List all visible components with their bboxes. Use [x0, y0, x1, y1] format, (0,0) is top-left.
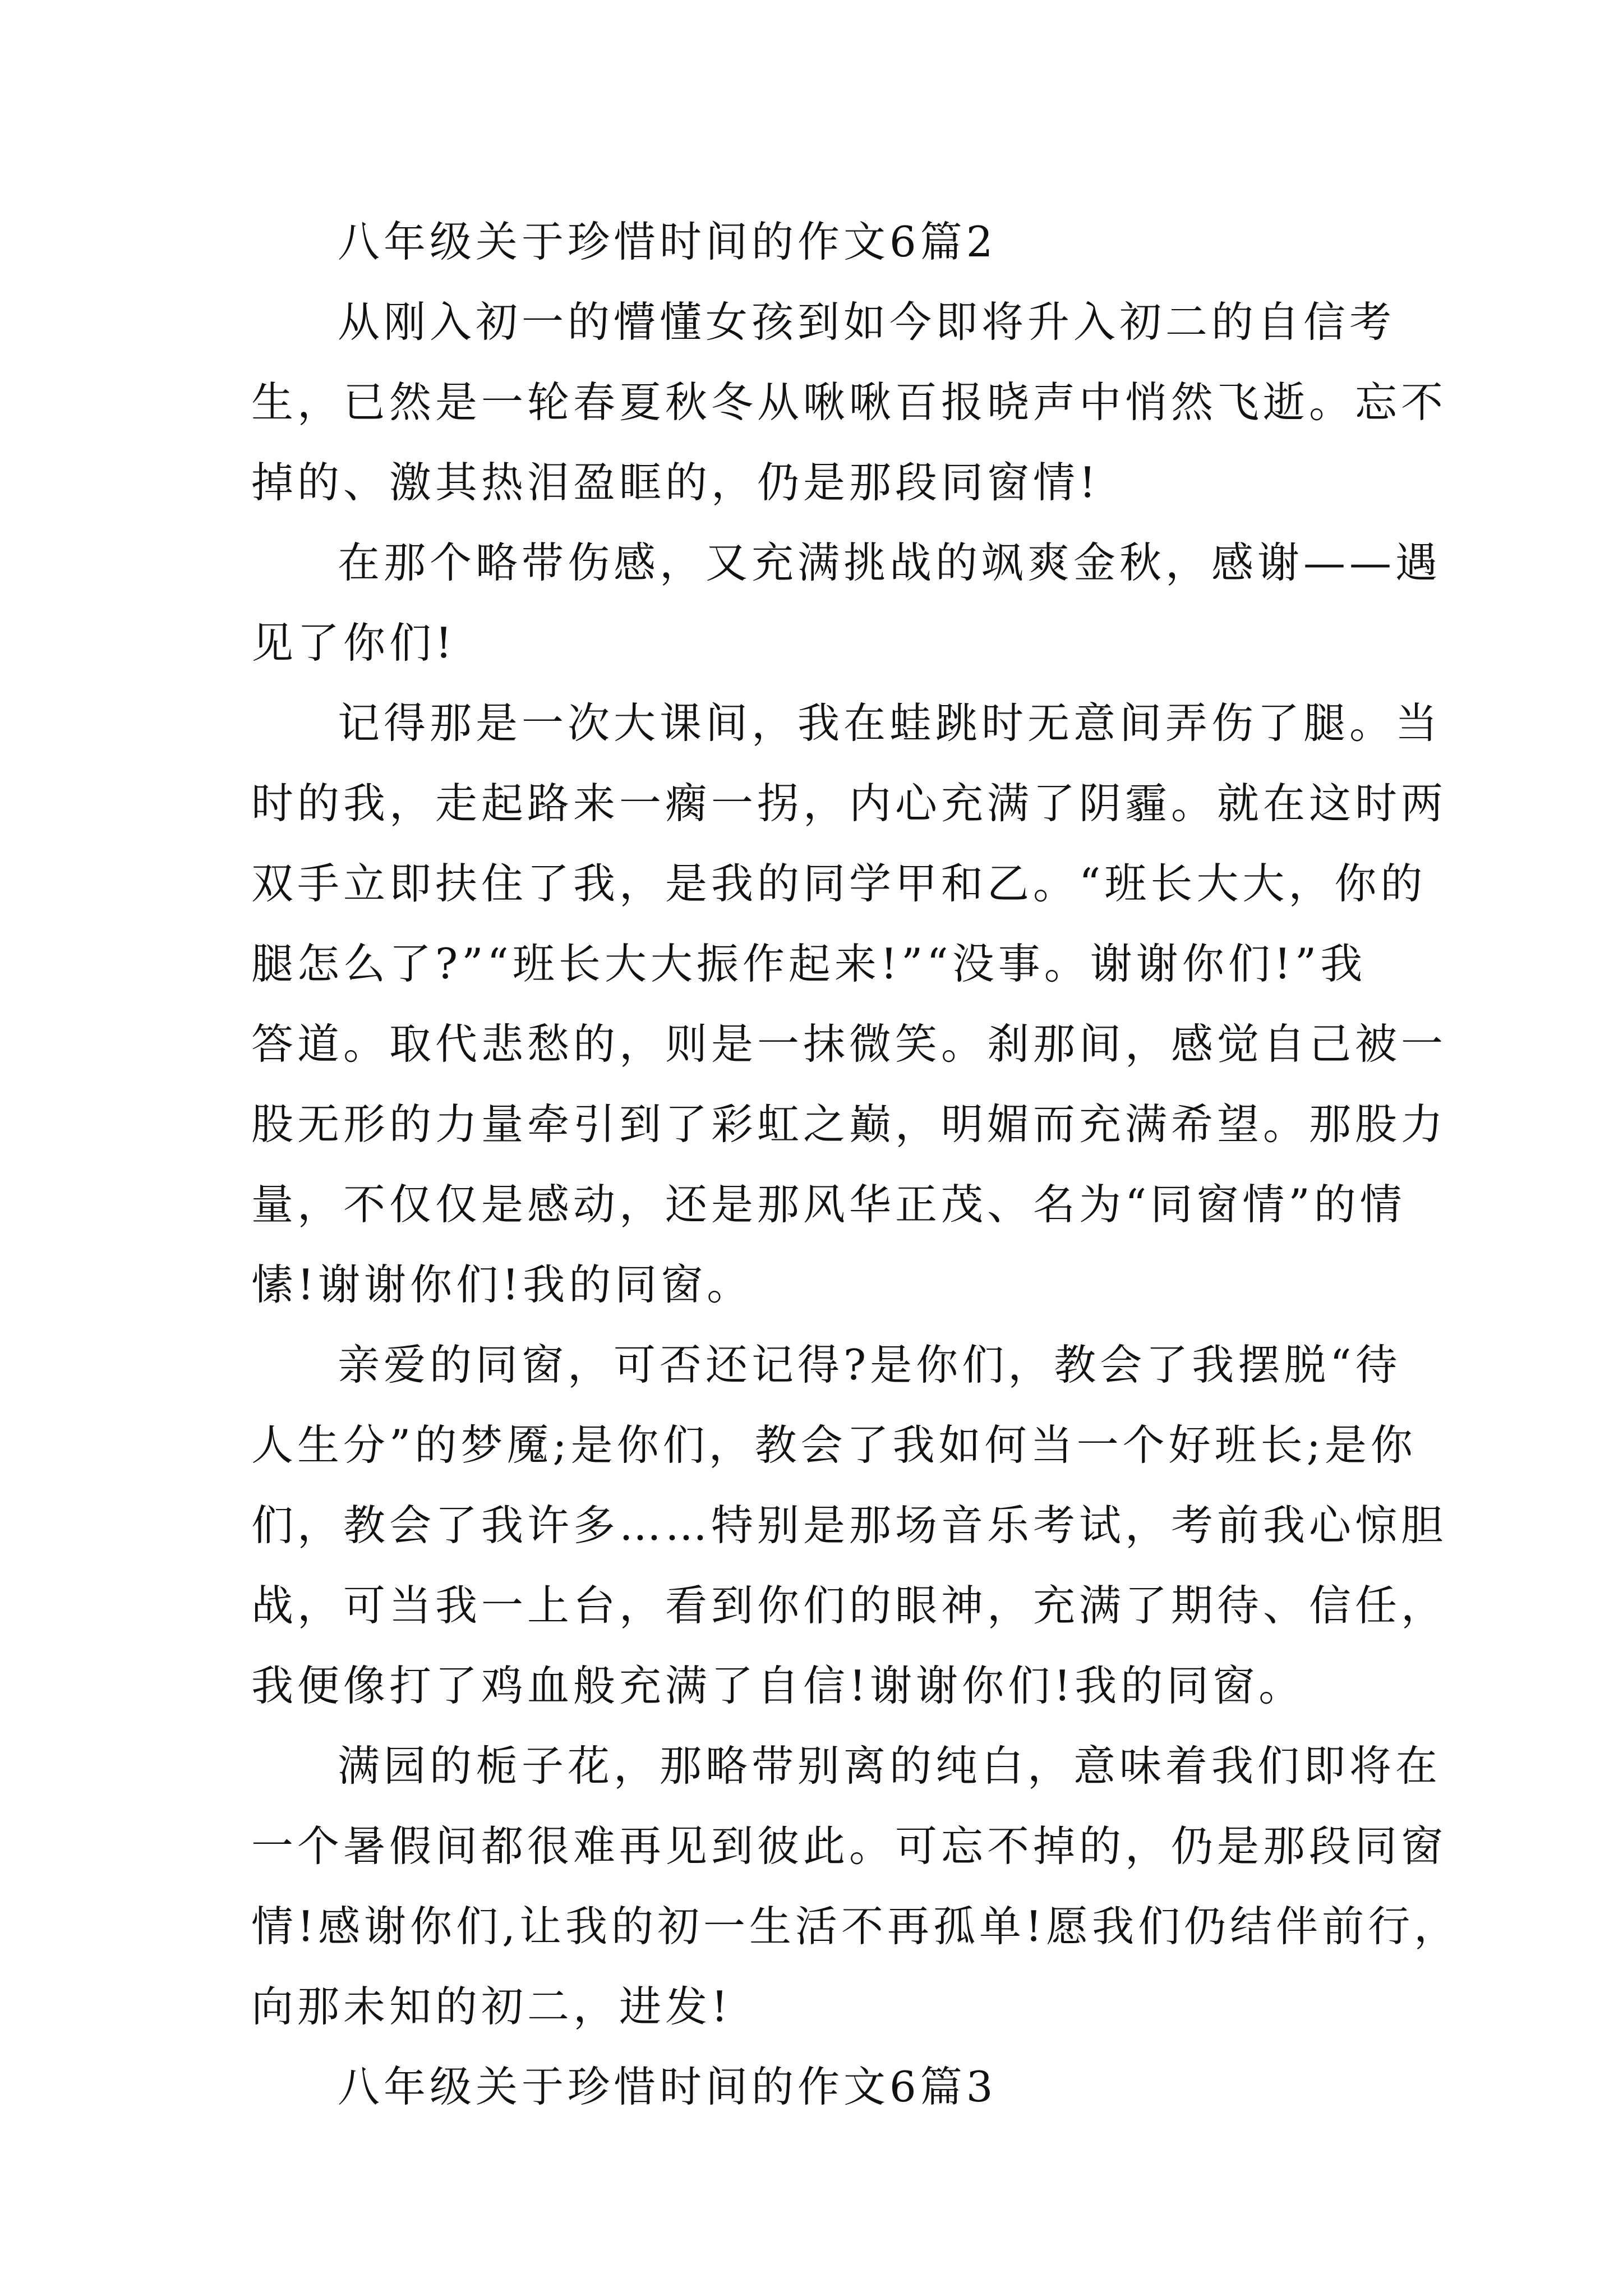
- paragraph-1: [251, 282, 1447, 523]
- text-line: 股无形的力量牵引到了彩虹之巅，明媚而充满希望。那股力: [251, 1099, 1447, 1149]
- text-line: 我便像打了鸡血般充满了自信!谢谢你们!我的同窗。: [251, 1661, 1305, 1710]
- text-line: 时的我，走起路来一瘸一拐，内心充满了阴霾。就在这时两: [251, 779, 1447, 828]
- text-line: 生，已然是一轮春夏秋冬从啾啾百报晓声中悄然飞逝。忘不: [251, 378, 1447, 427]
- text-line: 记得那是一次大课间，我在蛙跳时无意间弄伤了腿。当: [338, 698, 1442, 748]
- essay-heading: 八年级关于珍惜时间的作文6篇3: [338, 2062, 997, 2111]
- text-line: 人生分”的梦魇;是你们，教会了我如何当一个好班长;是你: [251, 1420, 1417, 1470]
- paragraph-5: [251, 1726, 1460, 2047]
- text-line: 掉的、激其热泪盈眶的，仍是那段同窗情!: [251, 458, 1100, 507]
- text-line: 战，可当我一上台，看到你们的眼神，充满了期待、信任，: [251, 1581, 1447, 1630]
- paragraph-2: [251, 523, 1442, 683]
- text-line: 一个暑假间都很难再见到彼此。可忘不掉的，仍是那段同窗: [251, 1821, 1447, 1871]
- document-page: [251, 202, 1460, 2127]
- text-line: 从刚入初一的懵懂女孩到如今即将升入初二的自信考: [338, 297, 1396, 347]
- text-line: 答道。取代悲愁的，则是一抹微笑。刹那间，感觉自己被一: [251, 1019, 1447, 1069]
- text-line: 腿怎么了?”“班长大大振作起来!”“没事。谢谢你们!”我: [251, 939, 1367, 988]
- text-line: 量，不仅仅是感动，还是那风华正茂、名为“同窗情”的情: [251, 1180, 1406, 1229]
- essay-heading: 八年级关于珍惜时间的作文6篇2: [338, 217, 997, 266]
- paragraph-3: [251, 683, 1447, 1325]
- text-line: 满园的栀子花，那略带别离的纯白，意味着我们即将在: [338, 1741, 1442, 1791]
- text-line: 见了你们!: [251, 618, 457, 668]
- text-line: 双手立即扶住了我，是我的同学甲和乙。“班长大大，你的: [251, 859, 1427, 908]
- text-line: 愫!谢谢你们!我的同窗。: [251, 1260, 753, 1309]
- text-line: 情!感谢你们,让我的初一生活不再孤单!愿我们仍结伴前行，: [251, 1902, 1460, 1951]
- text-line: 们，教会了我许多……特别是那场音乐考试，考前我心惊胆: [251, 1501, 1447, 1550]
- text-line: 在那个略带伤感，又充满挑战的飒爽金秋，感谢——遇: [338, 538, 1442, 587]
- text-line: 向那未知的初二，进发!: [251, 1982, 732, 2031]
- paragraph-4: [251, 1325, 1447, 1726]
- text-line: 亲爱的同窗，可否还记得?是你们，教会了我摆脱“待: [338, 1340, 1401, 1389]
